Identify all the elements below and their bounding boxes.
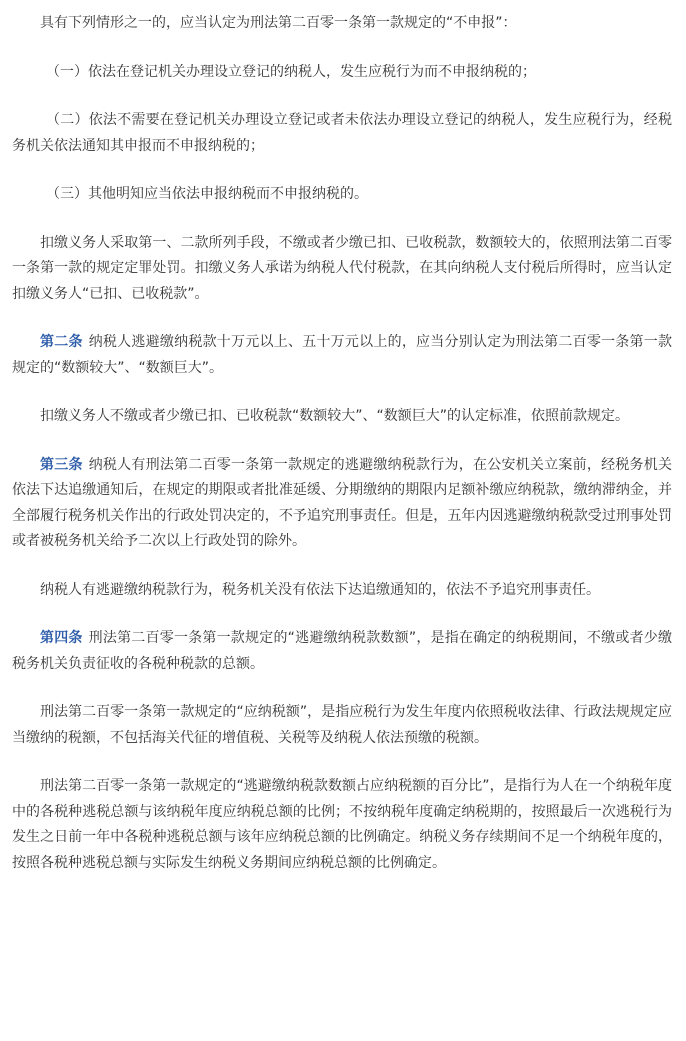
article-label: 第四条 (40, 630, 83, 646)
paragraph-text: （二）依法不需要在登记机关办理设立登记或者未依法办理设立登记的纳税人，发生应税行为，经税务机关依法通知其申报而不申报纳税的； (12, 112, 672, 154)
paragraph-text: 纳税人有刑法第二百零一条第一款规定的逃避缴纳税款行为，在公安机关立案前，经税务机关依法下达追缴通知后，在规定的期限或者批准延缓、分期缴纳的期限内足额补缴应纳税款，缴纳滞纳金，并全部履行税务机关作出的行政处罚决定的，不予追究刑事责任。但是，五年内因逃避缴纳税款受过刑事处罚或者被税务机关给予二次以上行政处罚的除外。 (12, 456, 673, 549)
paragraph-item-3 (12, 182, 672, 208)
article-3 (12, 453, 672, 555)
paragraph-text: 扣缴义务人采取第一、二款所列手段，不缴或者少缴已扣、已收税款，数额较大的，依照刑法第二百零一条第一款的规定定罪处罚。扣缴义务人承诺为纳税人代付税款，在其向纳税人支付税后所得时，应当认定扣缴义务人“已扣、已收税款”。 (12, 234, 672, 302)
paragraph-text: 纳税人有逃避缴纳税款行为，税务机关没有依法下达追缴通知的，依法不予追究刑事责任。 (40, 581, 600, 598)
article-4 (12, 626, 672, 677)
paragraph-item-2 (12, 108, 672, 159)
paragraph-intro (12, 11, 672, 37)
paragraph-text: 刑法第二百零一条第一款规定的“逃避缴纳税款数额”，是指在确定的纳税期间，不缴或者少缴税务机关负责征收的各税种税款的总额。 (12, 630, 672, 672)
paragraph-withholding-standard (12, 404, 672, 430)
paragraph-text: 刑法第二百零一条第一款规定的“逃避缴纳税款数额占应纳税额的百分比”，是指行为人在一个纳税年度中的各税种逃税总额与该纳税年度应纳税总额的比例；不按纳税年度确定纳税期的，按照最后一次逃税行为发生之日前一年中各税种逃税总额与该年应纳税总额的比例确定。纳税义务存续期间不足一个纳税年度的，按照各税种逃税总额与实际发生纳税义务期间应纳税总额的比例确定。 (12, 778, 672, 871)
paragraph-text: 扣缴义务人不缴或者少缴已扣、已收税款“数额较大”、“数额巨大”的认定标准，依照前款规定。 (40, 408, 630, 424)
article-label: 第二条 (40, 334, 83, 350)
article-label: 第三条 (40, 456, 83, 473)
paragraph-text: （一）依法在登记机关办理设立登记的纳税人，发生应税行为而不申报纳税的； (46, 63, 536, 80)
paragraph-item-1 (12, 60, 672, 86)
paragraph-withholding (12, 231, 672, 308)
paragraph-no-notice (12, 578, 672, 604)
paragraph-text: 刑法第二百零一条第一款规定的“应纳税额”，是指应税行为发生年度内依照税收法律、行政法规规定应当缴纳的税额，不包括海关代征的增值税、关税等及纳税人依法预缴的税额。 (12, 704, 672, 746)
article-2 (12, 330, 672, 381)
paragraph-text: 纳税人逃避缴纳税款十万元以上、五十万元以上的，应当分别认定为刑法第二百零一条第一款规定的“数额较大”、“数额巨大”。 (12, 334, 673, 376)
paragraph-text: （三）其他明知应当依法申报纳税而不申报纳税的。 (46, 186, 368, 202)
paragraph-text: 具有下列情形之一的，应当认定为刑法第二百零一条第一款规定的“不申报”： (40, 15, 517, 31)
paragraph-percentage (12, 774, 672, 876)
paragraph-tax-payable (12, 700, 672, 751)
